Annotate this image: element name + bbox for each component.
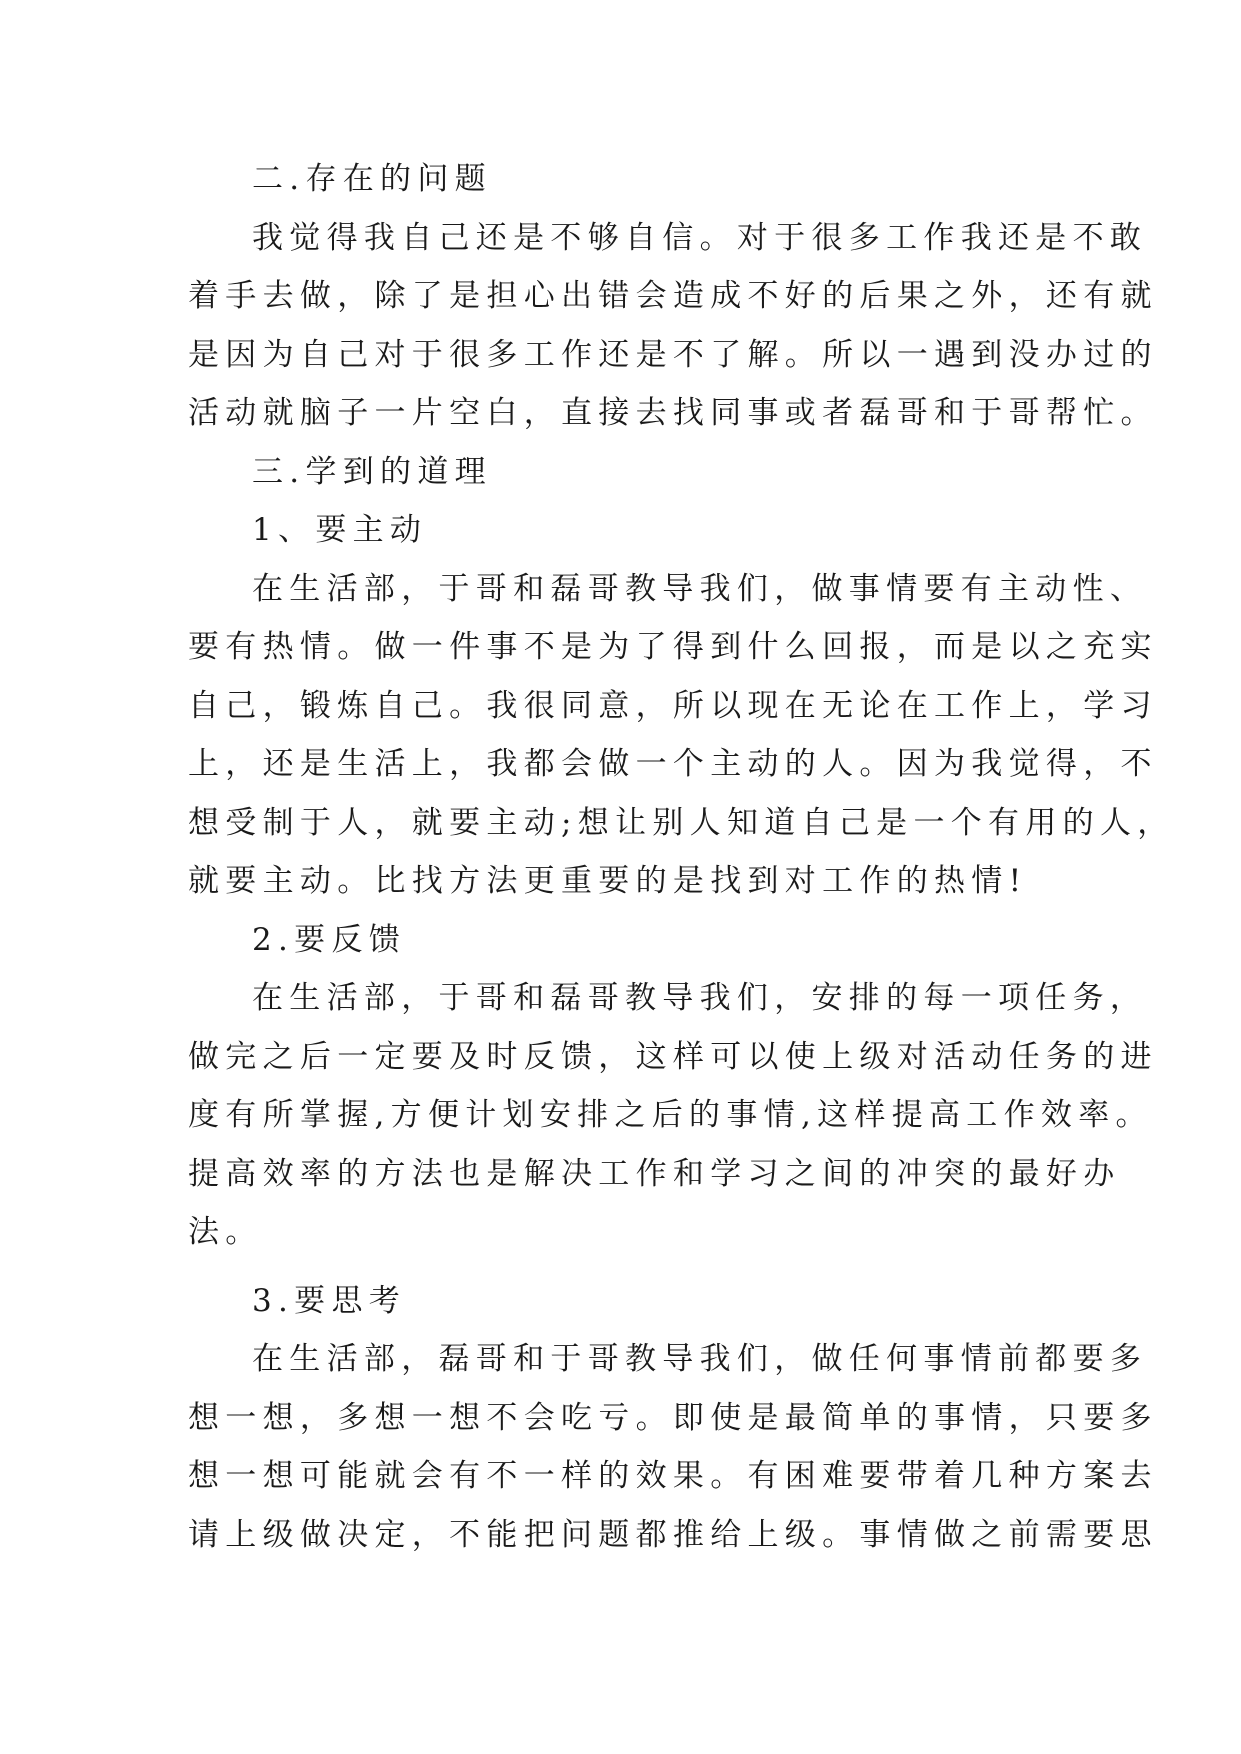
paragraph-line: 做完之后一定要及时反馈，这样可以使上级对活动任务的进 xyxy=(188,1038,1158,1075)
subheading-initiative: 1、要主动 xyxy=(252,512,428,548)
subheading-feedback: 2.要反馈 xyxy=(252,921,407,958)
paragraph-line: 活动就脑子一片空白，直接去找同事或者磊哥和于哥帮忙。 xyxy=(188,395,1158,431)
paragraph-line: 在生活部，于哥和磊哥教导我们，做事情要有主动性、 xyxy=(252,570,1148,607)
paragraph-line: 度有所掌握,方便计划安排之后的事情,这样提高工作效率。 xyxy=(188,1097,1153,1133)
paragraph-line: 要有热情。做一件事不是为了得到什么回报，而是以之充实 xyxy=(188,629,1158,665)
paragraph-line: 请上级做决定，不能把问题都推给上级。事情做之前需要思 xyxy=(188,1516,1158,1553)
heading-lessons: 三.学到的道理 xyxy=(252,453,492,490)
heading-problems: 二.存在的问题 xyxy=(252,161,492,197)
paragraph-line: 在生活部，磊哥和于哥教导我们，做任何事情前都要多 xyxy=(252,1341,1148,1377)
paragraph-line: 我觉得我自己还是不够自信。对于很多工作我还是不敢 xyxy=(252,219,1148,256)
paragraph-line: 提高效率的方法也是解决工作和学习之间的冲突的最好办 xyxy=(188,1155,1121,1192)
subheading-thinking: 3.要思考 xyxy=(252,1282,407,1319)
paragraph-line: 想一想，多想一想不会吃亏。即使是最简单的事情，只要多 xyxy=(188,1399,1158,1436)
paragraph-line: 着手去做，除了是担心出错会造成不好的后果之外，还有就 xyxy=(188,278,1158,314)
document-body xyxy=(188,150,1175,1564)
paragraph-line: 是因为自己对于很多工作还是不了解。所以一遇到没办过的 xyxy=(188,336,1158,373)
paragraph-line: 就要主动。比找方法更重要的是找到对工作的热情! xyxy=(188,863,1028,899)
paragraph-line: 想受制于人，就要主动;想让别人知道自己是一个有用的人， xyxy=(188,804,1175,841)
paragraph-line: 自己，锻炼自己。我很同意，所以现在无论在工作上，学习 xyxy=(188,687,1158,724)
paragraph-line: 法。 xyxy=(188,1214,263,1250)
paragraph-line: 上，还是生活上，我都会做一个主动的人。因为我觉得，不 xyxy=(188,746,1158,782)
paragraph-line: 在生活部，于哥和磊哥教导我们，安排的每一项任务， xyxy=(252,980,1148,1016)
paragraph-line: 想一想可能就会有不一样的效果。有困难要带着几种方案去 xyxy=(188,1458,1158,1494)
